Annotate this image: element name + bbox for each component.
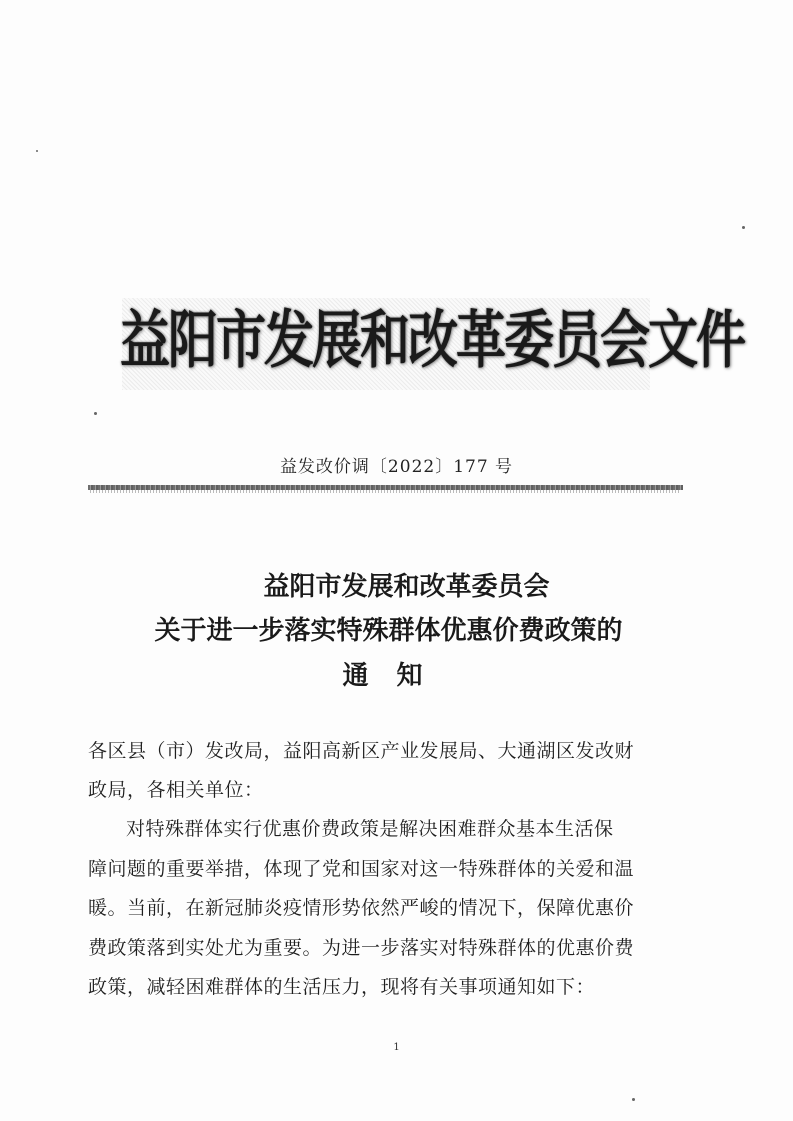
title-line-3: 通知 (342, 661, 451, 691)
body-line-5: 暖。当前，在新冠肺炎疫情形势依然严峻的情况下，保障优惠价 (88, 897, 635, 919)
header-divider-rule-shadow (90, 490, 680, 493)
body-line-6: 费政策落到实处尤为重要。为进一步落实对特殊群体的优惠价费 (88, 937, 635, 959)
body-line-3: 对特殊群体实行优惠价费政策是解决困难群众基本生活保 (126, 818, 614, 840)
issuer-masthead: 益阳市发展和改革委员会文件 (120, 302, 744, 377)
scan-speck (742, 226, 745, 229)
scan-speck (36, 150, 38, 152)
title-line-2: 关于进一步落实特殊群体优惠价费政策的 (154, 616, 623, 646)
scan-speck (94, 412, 97, 415)
body-line-2: 政局，各相关单位： (88, 779, 264, 801)
title-line-1: 益阳市发展和改革委员会 (263, 572, 550, 602)
document-number: 益发改价调〔2022〕177 号 (279, 457, 514, 477)
body-line-4: 障问题的重要举措，体现了党和国家对这一特殊群体的关爱和温 (88, 858, 635, 880)
scan-speck (632, 1098, 635, 1101)
body-line-1: 各区县（市）发改局，益阳高新区产业发展局、大通湖区发改财 (88, 740, 635, 762)
body-line-7: 政策，减轻困难群体的生活压力，现将有关事项通知如下： (88, 976, 596, 998)
page-number: 1 (393, 1042, 400, 1053)
